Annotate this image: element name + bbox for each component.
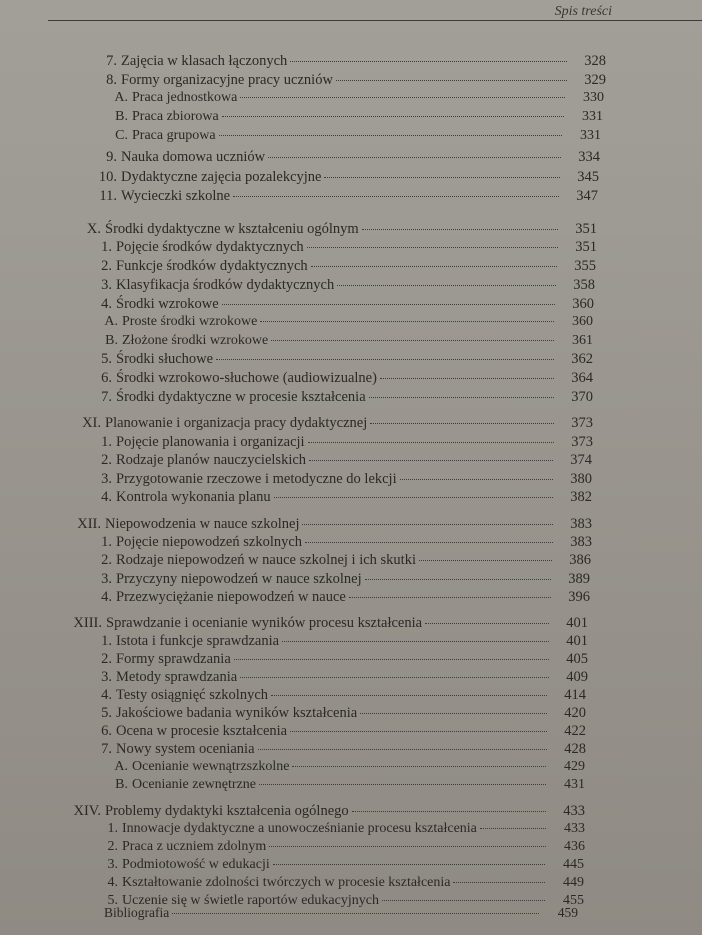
dot-leader <box>400 479 553 480</box>
toc-entry-number: B. <box>115 777 128 792</box>
toc-entry-title: Kontrola wykonania planu <box>116 489 271 505</box>
toc-entry-title: Przezwyciężanie niepowodzeń w nauce <box>116 589 346 605</box>
toc-entry-page-number: 358 <box>573 277 595 293</box>
dot-leader <box>362 229 558 230</box>
toc-entry-number: XI. <box>82 415 101 431</box>
toc-entry-srodki-sluchowe <box>68 350 593 368</box>
toc-entry-number: 4. <box>101 296 112 312</box>
dot-leader <box>336 80 567 81</box>
toc-entry-ocena-w-procesie-ksztalcenia <box>68 722 586 740</box>
toc-entry-number: 7. <box>101 389 112 405</box>
toc-entry-ocenianie-zewnetrzne <box>84 776 585 794</box>
toc-entry-number: 2. <box>101 552 112 568</box>
dot-leader <box>240 97 565 98</box>
toc-entry-bibliography <box>104 904 578 922</box>
toc-entry-title: Sprawdzanie i ocenianie wyników procesu kształcenia <box>106 615 423 631</box>
toc-entry-page-number: 380 <box>570 471 592 487</box>
toc-entry-title: Praca grupowa <box>132 128 216 143</box>
dot-leader <box>302 524 553 525</box>
dot-leader <box>365 579 551 580</box>
toc-entry-number: 5. <box>101 351 112 367</box>
dot-leader <box>290 61 567 62</box>
toc-entry-title: Środki wzrokowo-słuchowe (audiowizualne) <box>116 370 377 386</box>
toc-entry-number: 7. <box>101 741 112 757</box>
toc-entry-praca-grupowa <box>84 127 601 145</box>
toc-entry-number: 9. <box>106 149 117 165</box>
dot-leader <box>282 641 549 642</box>
toc-entry-srodki-dydaktyczne-w-procesie-ksztalceni <box>68 388 593 406</box>
toc-entry-number: X. <box>86 221 101 237</box>
toc-entry-number: 3. <box>101 571 112 587</box>
toc-entry-title: Nowy system oceniania <box>116 741 255 757</box>
toc-entry-page-number: 345 <box>577 169 599 185</box>
toc-entry-title: Klasyfikacja środków dydaktycznych <box>116 277 335 293</box>
toc-entry-number: 2. <box>101 258 112 274</box>
toc-entry-page-number: 362 <box>571 351 593 367</box>
dot-leader <box>172 913 539 914</box>
toc-entry-testy-osiagniec-szkolnych <box>68 686 586 704</box>
toc-entry-title: Nauka domowa uczniów <box>121 149 266 165</box>
toc-entry-zajecia-w-klasach-laczonych <box>73 52 606 70</box>
toc-entry-number: 7. <box>106 53 117 69</box>
toc-entry-page-number: 360 <box>572 314 593 329</box>
toc-entry-page-number: 383 <box>570 516 592 532</box>
toc-entry-page-number: 331 <box>580 128 601 143</box>
dot-leader <box>309 460 553 461</box>
toc-entry-dydaktyczne-zajecia-pozalekcyjne <box>73 168 599 186</box>
toc-entry-page-number: 455 <box>563 893 584 908</box>
toc-entry-page-number: 351 <box>575 221 597 237</box>
dot-leader <box>369 397 554 398</box>
toc-entry-podmiotowosc-w-edukacji <box>74 856 584 874</box>
dot-leader <box>305 542 553 543</box>
toc-entry-funkcje-srodkow-dydaktycznych <box>68 257 596 275</box>
toc-entry-title: Ocena w procesie kształcenia <box>116 723 288 739</box>
toc-entry-number: 10. <box>98 169 117 185</box>
toc-entry-nowy-system-oceniania <box>68 740 586 758</box>
toc-entry-page-number: 373 <box>571 434 593 450</box>
toc-entry-title: Testy osiągnięć szkolnych <box>116 687 269 703</box>
toc-entry-page-number: 420 <box>564 705 586 721</box>
toc-entry-title: Kształtowanie zdolności twórczych w procesie kształcenia <box>122 875 451 890</box>
toc-entry-praca-zbiorowa <box>84 108 603 126</box>
dot-leader <box>352 811 546 812</box>
dot-leader <box>268 157 561 158</box>
dot-leader <box>222 116 564 117</box>
dot-leader <box>260 321 554 322</box>
toc-entry-title: Rodzaje niepowodzeń w nauce szkolnej i ich skutki <box>116 552 416 568</box>
dot-leader <box>337 285 556 286</box>
toc-entry-kontrola-wykonania-planu <box>68 488 592 506</box>
toc-entry-page-number: 409 <box>566 669 588 685</box>
toc-entry-page-number: 347 <box>576 188 598 204</box>
toc-entry-pojecie-niepowodzen-szkolnych <box>68 533 592 551</box>
toc-entry-page-number: 364 <box>571 370 593 386</box>
bibliography-page-number: 459 <box>557 905 578 920</box>
toc-entry-page-number: 396 <box>568 589 590 605</box>
toc-entry-rodzaje-niepowodzen-w-nauce-szkolnej-i-i <box>68 551 591 569</box>
toc-entry-title: Środki dydaktyczne w kształceniu ogólnym <box>105 221 359 237</box>
toc-entry-page-number: 405 <box>566 651 588 667</box>
toc-entry-zlozone-srodki-wzrokowe <box>74 332 593 350</box>
toc-entry-page-number: 373 <box>571 415 593 431</box>
toc-entry-number: 11. <box>99 188 117 204</box>
dot-leader <box>324 177 560 178</box>
toc-entry-page-number: 422 <box>564 723 586 739</box>
toc-entry-title: Złożone środki wzrokowe <box>122 333 269 348</box>
toc-entry-title: Niepowodzenia w nauce szkolnej <box>105 516 300 532</box>
toc-entry-srodki-dydaktyczne-w-ksztalceniu-ogolnym <box>57 220 597 238</box>
toc-entry-number: XII. <box>77 516 101 532</box>
dot-leader <box>311 266 557 267</box>
toc-entry-title: Uczenie się w świetle raportów edukacyjnych <box>122 893 379 908</box>
dot-leader <box>258 749 547 750</box>
toc-entry-title: Metody sprawdzania <box>116 669 238 685</box>
toc-entry-page-number: 382 <box>570 489 592 505</box>
dot-leader <box>480 828 546 829</box>
toc-entry-number: B. <box>115 109 128 124</box>
toc-entry-title: Zajęcia w klasach łączonych <box>121 53 288 69</box>
toc-entry-number: 2. <box>101 651 112 667</box>
running-head: Spis treści <box>554 4 612 19</box>
toc-entry-number: 1. <box>107 821 118 836</box>
toc-entry-page-number: 389 <box>568 571 590 587</box>
dot-leader <box>219 135 562 136</box>
toc-entry-title: Problemy dydaktyki kształcenia ogólnego <box>105 803 349 819</box>
toc-entry-title: Środki słuchowe <box>116 351 214 367</box>
toc-entry-ocenianie-wewnatrzszkolne <box>84 758 585 776</box>
toc-entry-formy-organizacyjne-pracy-uczniow <box>73 71 606 89</box>
toc-entry-number: B. <box>105 333 118 348</box>
toc-entry-page-number: 351 <box>575 239 597 255</box>
toc-entry-title: Ocenianie wewnątrzszkolne <box>132 759 290 774</box>
toc-entry-sprawdzanie-i-ocenianie-wynikow-procesu- <box>58 614 588 632</box>
toc-entry-planowanie-i-organizacja-pracy-dydaktycz <box>57 414 593 432</box>
toc-entry-number: A. <box>114 90 128 105</box>
toc-entry-page-number: 370 <box>571 389 593 405</box>
toc-entry-number: 1. <box>101 534 112 550</box>
dot-leader <box>308 442 554 443</box>
toc-entry-number: 2. <box>107 839 118 854</box>
toc-entry-title: Formy sprawdzania <box>116 651 231 667</box>
toc-entry-number: XIV. <box>73 803 101 819</box>
toc-entry-praca-jednostkowa <box>84 89 604 107</box>
toc-entry-page-number: 449 <box>563 875 584 890</box>
dot-leader <box>269 846 546 847</box>
dot-leader <box>271 340 554 341</box>
toc-entry-title: Planowanie i organizacja pracy dydaktycznej <box>105 415 368 431</box>
toc-entry-metody-sprawdzania <box>68 668 588 686</box>
toc-entry-przezwyciezanie-niepowodzen-w-nauce <box>68 588 590 606</box>
dot-leader <box>370 423 554 424</box>
toc-entry-page-number: 414 <box>564 687 586 703</box>
toc-entry-number: 4. <box>101 489 112 505</box>
toc-entry-title: Istota i funkcje sprawdzania <box>116 633 280 649</box>
toc-entry-page-number: 433 <box>563 803 585 819</box>
dot-leader <box>216 359 554 360</box>
toc-entry-istota-i-funkcje-sprawdzania <box>68 632 588 650</box>
toc-entry-page-number: 374 <box>570 452 592 468</box>
toc-entry-title: Proste środki wzrokowe <box>122 314 258 329</box>
toc-entry-page-number: 360 <box>572 296 594 312</box>
dot-leader <box>234 659 549 660</box>
dot-leader <box>453 882 545 883</box>
toc-entry-number: 6. <box>101 370 112 386</box>
dot-leader <box>274 497 553 498</box>
toc-entry-page-number: 386 <box>569 552 591 568</box>
toc-entry-ksztaltowanie-zdolnosci-tworczych-w-proc <box>74 874 584 892</box>
dot-leader <box>419 560 552 561</box>
toc-entry-title: Praca zbiorowa <box>132 109 219 124</box>
toc-entry-title: Przygotowanie rzeczowe i metodyczne do lekcji <box>116 471 397 487</box>
toc-entry-praca-z-uczniem-zdolnym <box>74 838 585 856</box>
toc-entry-przygotowanie-rzeczowe-i-metodyczne-do-l <box>68 470 592 488</box>
dot-leader <box>233 196 559 197</box>
dot-leader <box>290 731 547 732</box>
toc-entry-number: 5. <box>101 705 112 721</box>
toc-entry-page-number: 331 <box>582 109 603 124</box>
dot-leader <box>425 623 549 624</box>
toc-entry-pojecie-srodkow-dydaktycznych <box>68 238 597 256</box>
toc-entry-innowacje-dydaktyczne-a-unowoczesnianie- <box>74 820 585 838</box>
toc-entry-number: 3. <box>101 471 112 487</box>
toc-entry-wycieczki-szkolne <box>73 187 598 205</box>
toc-entry-page-number: 355 <box>574 258 596 274</box>
toc-entry-title: Praca jednostkowa <box>132 90 238 105</box>
toc-entry-przyczyny-niepowodzen-w-nauce-szkolnej <box>68 570 590 588</box>
toc-entry-problemy-dydaktyki-ksztalcenia-ogolnego <box>57 802 585 820</box>
dot-leader <box>382 900 545 901</box>
toc-entry-rodzaje-planow-nauczycielskich <box>68 451 592 469</box>
toc-entry-title: Przyczyny niepowodzeń w nauce szkolnej <box>116 571 362 587</box>
toc-entry-number: XIII. <box>73 615 102 631</box>
toc-entry-pojecie-planowania-i-organizacji <box>68 433 593 451</box>
toc-entry-title: Formy organizacyjne pracy uczniów <box>121 72 333 88</box>
toc-entry-page-number: 433 <box>564 821 585 836</box>
toc-entry-number: 3. <box>101 277 112 293</box>
toc-entry-number: 1. <box>101 239 112 255</box>
toc-entry-number: 4. <box>107 875 118 890</box>
toc-entry-number: A. <box>114 759 128 774</box>
toc-entry-title: Pojęcie planowania i organizacji <box>116 434 305 450</box>
toc-entry-number: 8. <box>106 72 117 88</box>
toc-entry-number: 5. <box>107 893 118 908</box>
bibliography-title: Bibliografia <box>104 905 170 920</box>
dot-leader <box>360 713 547 714</box>
toc-entry-title: Podmiotowość w edukacji <box>122 857 270 872</box>
toc-entry-page-number: 429 <box>564 759 585 774</box>
toc-entry-number: 3. <box>107 857 118 872</box>
toc-entry-nauka-domowa-uczniow <box>73 148 600 166</box>
toc-entry-page-number: 334 <box>578 149 600 165</box>
toc-entry-srodki-wzrokowe <box>68 295 594 313</box>
toc-entry-jakosciowe-badania-wynikow-ksztalcenia <box>68 704 586 722</box>
toc-entry-page-number: 383 <box>570 534 592 550</box>
toc-entry-title: Środki wzrokowe <box>116 296 219 312</box>
toc-entry-page-number: 436 <box>564 839 585 854</box>
toc-entry-number: 1. <box>101 633 112 649</box>
dot-leader <box>222 304 555 305</box>
toc-entry-title: Dydaktyczne zajęcia pozalekcyjne <box>121 169 322 185</box>
toc-entry-proste-srodki-wzrokowe <box>74 313 593 331</box>
toc-entry-number: C. <box>115 128 128 143</box>
toc-entry-page-number: 401 <box>566 633 588 649</box>
toc-entry-page-number: 401 <box>566 615 588 631</box>
toc-entry-number: A. <box>104 314 118 329</box>
toc-entry-klasyfikacja-srodkow-dydaktycznych <box>68 276 595 294</box>
toc-entry-page-number: 445 <box>563 857 584 872</box>
toc-entry-number: 1. <box>101 434 112 450</box>
toc-entry-number: 4. <box>101 687 112 703</box>
toc-entry-niepowodzenia-w-nauce-szkolnej <box>57 515 592 533</box>
toc-entry-page-number: 361 <box>572 333 593 348</box>
dot-leader <box>271 695 547 696</box>
toc-entry-title: Ocenianie zewnętrzne <box>132 777 256 792</box>
toc-entry-title: Pojęcie środków dydaktycznych <box>116 239 304 255</box>
dot-leader <box>240 677 549 678</box>
toc-entry-number: 6. <box>101 723 112 739</box>
dot-leader <box>259 784 546 785</box>
toc-entry-title: Jakościowe badania wyników kształcenia <box>116 705 358 721</box>
toc-entry-title: Środki dydaktyczne w procesie kształcenia <box>116 389 366 405</box>
toc-entry-title: Praca z uczniem zdolnym <box>122 839 267 854</box>
dot-leader <box>292 766 546 767</box>
toc-entry-title: Innowacje dydaktyczne a unowocześnianie procesu kształcenia <box>122 821 477 836</box>
toc-entry-srodki-wzrokowo-sluchowe-audiowizualne <box>68 369 593 387</box>
dot-leader <box>307 247 558 248</box>
toc-entry-page-number: 329 <box>584 72 606 88</box>
toc-entry-title: Rodzaje planów nauczycielskich <box>116 452 307 468</box>
dot-leader <box>273 864 545 865</box>
toc-entry-page-number: 328 <box>584 53 606 69</box>
toc-entry-title: Wycieczki szkolne <box>121 188 231 204</box>
toc-entry-number: 4. <box>101 589 112 605</box>
toc-entry-page-number: 431 <box>564 777 585 792</box>
toc-entry-title: Pojęcie niepowodzeń szkolnych <box>116 534 303 550</box>
toc-entry-page-number: 428 <box>564 741 586 757</box>
toc-entry-formy-sprawdzania <box>68 650 588 668</box>
toc-entry-title: Funkcje środków dydaktycznych <box>116 258 308 274</box>
toc-entry-number: 2. <box>101 452 112 468</box>
toc-entry-number: 3. <box>101 669 112 685</box>
dot-leader <box>349 597 551 598</box>
dot-leader <box>380 378 554 379</box>
toc-entry-page-number: 330 <box>583 90 604 105</box>
